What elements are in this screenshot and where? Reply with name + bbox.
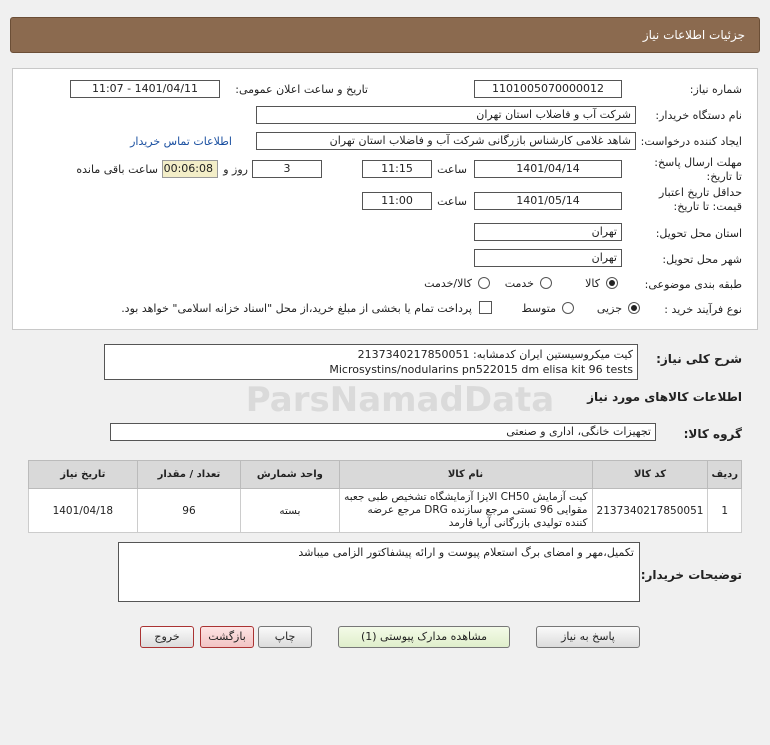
purchase-type-label: نوع فرآیند خرید : [664, 303, 742, 316]
treasury-checkbox-text: پرداخت تمام یا بخشی از مبلغ خرید،از محل "اسناد خزانه اسلامی" خواهد بود. [121, 302, 472, 315]
col-name: نام کالا [339, 461, 592, 489]
reply-deadline-label: مهلت ارسال پاسخ: تا تاریخ: [654, 156, 742, 183]
buyer-org-field: شرکت آب و فاضلاب استان تهران [256, 106, 636, 124]
purchase-radio-medium[interactable] [562, 302, 574, 314]
description-line-2: Microsystins/nodularins pn522015 dm elisa kit 96 tests [329, 363, 633, 376]
remaining-label: ساعت باقی مانده [76, 163, 158, 176]
view-attachments-button[interactable]: مشاهده مدارک پیوستی (1) [338, 626, 510, 648]
remaining-days: 3 [252, 160, 322, 178]
reply-deadline-date: 1401/04/14 [474, 160, 622, 178]
category-label: طبقه بندی موضوعی: [644, 278, 742, 291]
delivery-city-label: شهر محل تحویل: [662, 253, 742, 266]
table-row [29, 489, 742, 533]
need-number-label: شماره نیاز: [689, 83, 742, 96]
cell-date: 1401/04/18 [29, 489, 138, 533]
cell-code: 2137340217850051 [592, 489, 708, 533]
buyer-notes-label: توضیحات خریدار: [640, 568, 742, 582]
announce-datetime-field: 1401/04/11 - 11:07 [70, 80, 220, 98]
reply-button[interactable]: پاسخ به نیاز [536, 626, 640, 648]
delivery-province-field: تهران [474, 223, 622, 241]
page-header [10, 17, 760, 53]
page-title: جزئیات اطلاعات نیاز [642, 28, 745, 42]
delivery-city-field: تهران [474, 249, 622, 267]
category-option-service: خدمت [504, 277, 534, 290]
goods-group-field: تجهیزات خانگی، اداری و صنعتی [110, 423, 656, 441]
treasury-checkbox[interactable] [479, 301, 492, 314]
goods-table [28, 460, 742, 533]
goods-section-title: اطلاعات کالاهای مورد نیاز [587, 390, 742, 404]
purchase-option-medium: متوسط [521, 302, 556, 315]
requester-label: ایجاد کننده درخواست: [640, 135, 742, 148]
watermark: ParsNamadData [245, 380, 555, 420]
col-qty: تعداد / مقدار [137, 461, 241, 489]
col-row: ردیف [708, 461, 742, 489]
category-option-goods: کالا [585, 277, 600, 290]
category-option-both: کالا/خدمت [424, 277, 472, 290]
need-number-field: 1101005070000012 [474, 80, 622, 98]
col-unit: واحد شمارش [241, 461, 339, 489]
description-box [104, 344, 638, 380]
price-time-label: ساعت [437, 195, 467, 208]
table-header-row [29, 461, 742, 489]
purchase-radio-minor[interactable] [628, 302, 640, 314]
category-radio-service[interactable] [540, 277, 552, 289]
cell-qty: 96 [137, 489, 241, 533]
exit-button[interactable]: خروج [140, 626, 194, 648]
goods-group-label: گروه کالا: [683, 427, 742, 441]
description-label: شرح کلی نیاز: [656, 352, 742, 366]
remaining-time: 00:06:08 [162, 160, 218, 178]
cell-unit: بسته [241, 489, 339, 533]
cell-row: 1 [708, 489, 742, 533]
print-button[interactable]: چاپ [258, 626, 312, 648]
col-code: کد کالا [592, 461, 708, 489]
category-radio-goods[interactable] [606, 277, 618, 289]
reply-deadline-time: 11:15 [362, 160, 432, 178]
announce-datetime-label: تاریخ و ساعت اعلان عمومی: [235, 83, 368, 96]
reply-time-label: ساعت [437, 163, 467, 176]
price-validity-date: 1401/05/14 [474, 192, 622, 210]
cell-name: کیت آزمایش CH50 الایزا آزمایشگاه تشخیص طبی جعبه مقوایی 96 تستی مرجع سازنده DRG مرجع عرضه کننده تولیدی بازرگانی آریا فارمد [339, 489, 592, 533]
price-validity-time: 11:00 [362, 192, 432, 210]
buyer-notes-box: تکمیل،مهر و امضای برگ استعلام پیوست و ارائه پیشفاکتور الزامی میباشد [118, 542, 640, 602]
back-button[interactable]: بازگشت [200, 626, 254, 648]
col-date: تاریخ نیاز [29, 461, 138, 489]
requester-field: شاهد غلامی کارشناس بازرگانی شرکت آب و فاضلاب استان تهران [256, 132, 636, 150]
buyer-contact-link[interactable]: اطلاعات تماس خریدار [130, 135, 232, 148]
price-validity-label: حداقل تاریخ اعتبار قیمت: تا تاریخ: [658, 186, 742, 213]
delivery-province-label: استان محل تحویل: [655, 227, 742, 240]
days-label: روز و [223, 163, 248, 176]
purchase-option-minor: جزیی [596, 302, 622, 315]
description-line-1: کیت میکروسیستین ایران کدمشابه: 2137340217850051 [357, 348, 633, 361]
category-radio-both[interactable] [478, 277, 490, 289]
buyer-org-label: نام دستگاه خریدار: [655, 109, 742, 122]
